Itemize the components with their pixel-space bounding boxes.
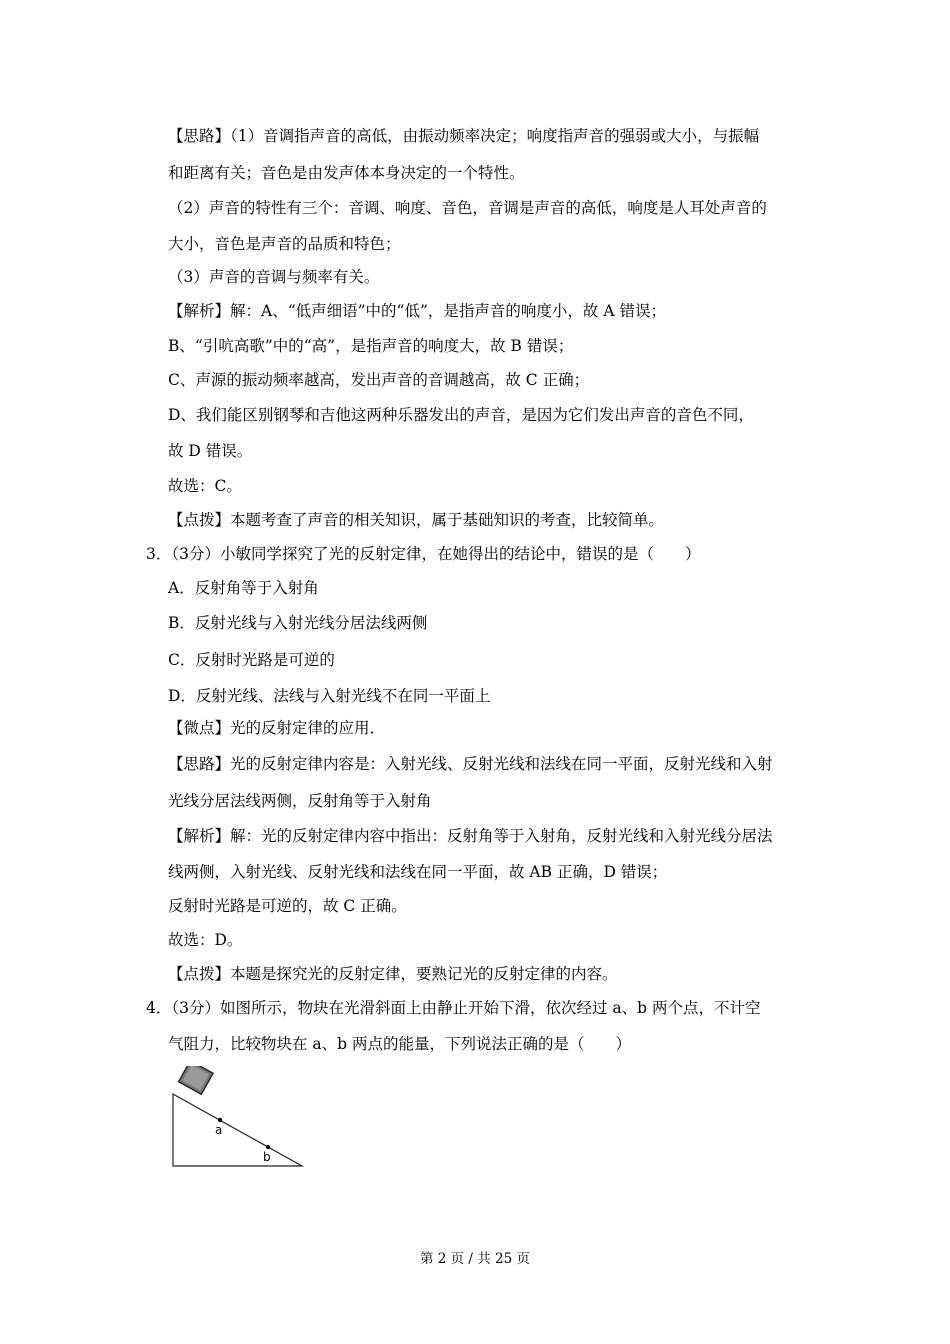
q3-jiexi-line-2: 线两侧，入射光线、反射光线和法线在同一平面，故 AB 正确，D 错误； [168,863,668,881]
q3-option-a: A．反射角等于入射角 [168,579,319,597]
q2-jiexi-line-3: C、声源的振动频率越高，发出声音的音调越高，故 C 正确； [168,371,590,389]
q2-silu-line-5: （3）声音的音调与频率有关。 [168,268,380,286]
q3-jiexi-line-3: 反射时光路是可逆的，故 C 正确。 [168,897,407,915]
q3-dianbo: 【点拨】本题是探究光的反射定律，要熟记光的反射定律的内容。 [168,965,618,983]
q4-stem-line-1: 4．（3分）如图所示，物块在光滑斜面上由静止开始下滑，依次经过 a、b 两个点，不计空 [146,999,761,1017]
incline-triangle [173,1094,302,1166]
q3-option-c: C．反射时光路是可逆的 [168,651,335,669]
q2-jiexi-line-1: 【解析】解：A、“低声细语”中的“低”，是指声音的响度小，故 A 错误； [168,302,666,320]
page-footer: 第 2 页 / 共 25 页 [419,1251,531,1267]
q3-weidian: 【微点】光的反射定律的应用． [168,719,386,737]
q2-silu-line-4: 大小，音色是声音的品质和特色； [168,235,401,253]
incline-figure [160,1066,320,1176]
q3-answer: 故选：D。 [168,931,243,949]
q2-answer: 故选：C。 [168,477,242,495]
q3-option-d: D．反射光线、法线与入射光线不在同一平面上 [168,687,491,705]
sliding-block [179,1066,213,1094]
q2-silu-line-1: 【思路】（1）音调指声音的高低，由振动频率决定；响度指声音的强弱或大小，与振幅 [168,127,760,145]
q2-silu-line-3: （2）声音的特性有三个：音调、响度、音色，音调是声音的高低，响度是人耳处声音的 [168,199,767,217]
point-b-dot [266,1145,270,1149]
q2-silu-line-2: 和距离有关；音色是由发声体本身决定的一个特性。 [168,164,525,182]
q2-jiexi-line-2: B、“引吭高歌”中的“高”，是指声音的响度大，故 B 错误； [168,337,574,355]
q2-jiexi-line-4: D、我们能区别钢琴和吉他这两种乐器发出的声音，是因为它们发出声音的音色不同， [168,406,754,424]
q3-silu-line-1: 【思路】光的反射定律内容是：入射光线、反射光线和法线在同一平面，反射光线和入射 [168,755,773,773]
q3-silu-line-2: 光线分居法线两侧，反射角等于入射角 [168,792,432,810]
q3-stem: 3．（3分）小敏同学探究了光的反射定律，在她得出的结论中，错误的是（ ） [146,545,701,563]
point-a-dot [218,1118,222,1122]
q2-jiexi-line-5: 故 D 错误。 [168,442,253,460]
q2-dianbo: 【点拨】本题考查了声音的相关知识，属于基础知识的考查，比较简单。 [168,511,665,529]
q3-option-b: B．反射光线与入射光线分居法线两侧 [168,614,428,632]
q4-stem-line-2: 气阻力，比较物块在 a、b 两点的能量，下列说法正确的是（ ） [168,1035,632,1053]
q3-jiexi-line-1: 【解析】解：光的反射定律内容中指出：反射角等于入射角，反射光线和入射光线分居法 [168,827,773,845]
point-b-label: b [263,1150,271,1164]
point-a-label: a [215,1123,223,1137]
